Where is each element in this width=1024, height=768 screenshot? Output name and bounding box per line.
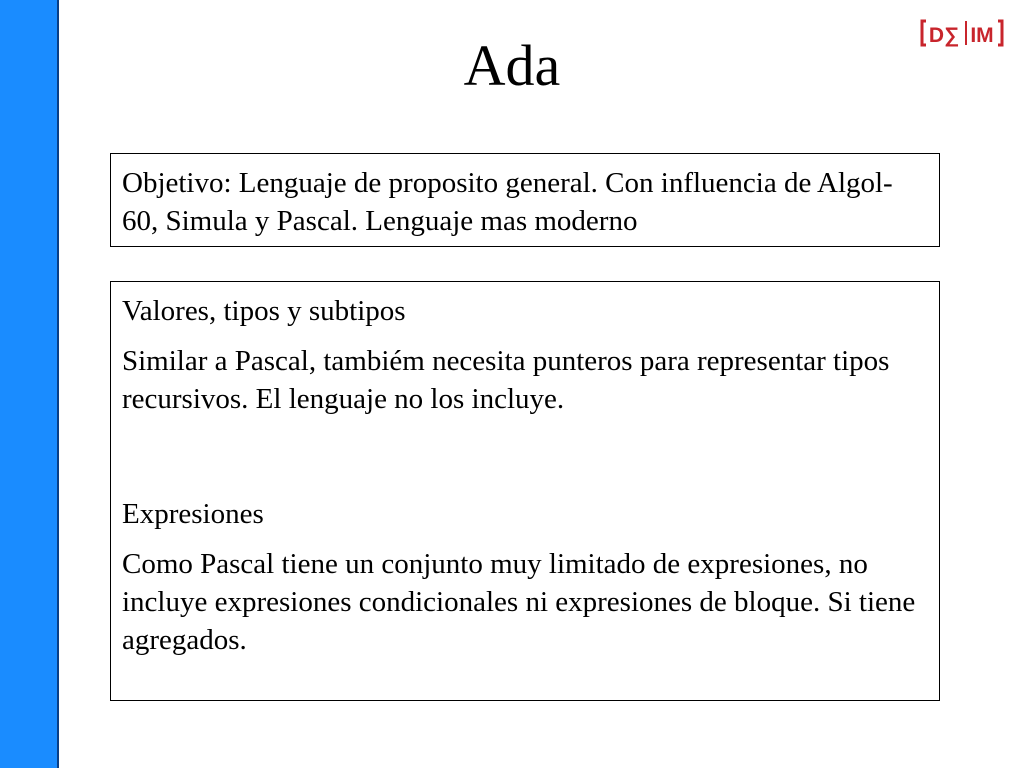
left-accent-bar xyxy=(0,0,59,768)
details-box xyxy=(110,281,940,701)
logo-text-left: D∑ xyxy=(928,24,960,47)
values-heading: Valores, tipos y subtipos xyxy=(122,295,406,327)
expressions-text: Como Pascal tiene un conjunto muy limitado de expresiones, no incluye expresiones condicionales ni expresiones de bloque. Si tiene agregados. xyxy=(122,548,916,656)
objective-box xyxy=(110,153,940,247)
expressions-heading: Expresiones xyxy=(122,498,264,530)
objective-text: Objetivo: Lenguaje de proposito general. Con influencia de Algol-60, Simula y Pascal. Lenguaje mas moderno xyxy=(122,167,893,237)
values-text: Similar a Pascal, tambiém necesita punteros para representar tipos recursivos. El lenguaje no los incluye. xyxy=(122,345,890,415)
logo-text-right: IM xyxy=(970,24,994,47)
slide-title: Ada xyxy=(463,33,561,98)
